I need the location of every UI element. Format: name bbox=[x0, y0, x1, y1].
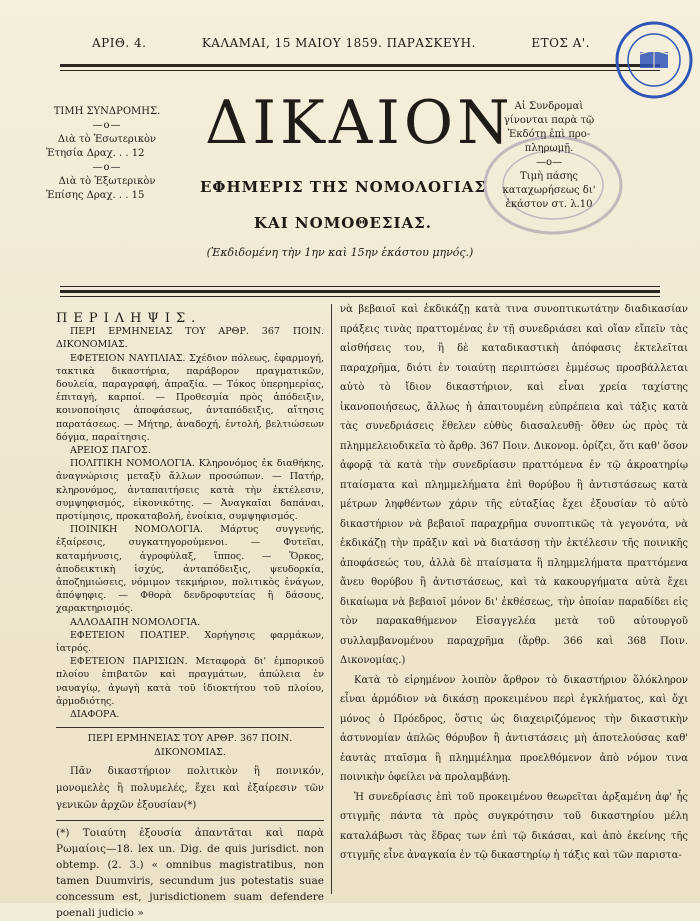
header-bottom-rule-thick bbox=[60, 290, 660, 293]
header-bottom-rule bbox=[60, 286, 660, 287]
summary-item: ΕΦΕΤΕΙΟΝ ΠΑΡΙΣΙΩΝ. Μεταφορὰ δι' ἐμπορικοῦ πλοίου ἐπιβατῶν καὶ πραγμάτων, ἀπώλεια ἐν ναυαγίῳ, ἀγωγὴ κατὰ τοῦ ἰδιοκτήτου τοῦ πλοίου, ἁρμοδιότης. bbox=[56, 656, 324, 707]
summary-column bbox=[56, 312, 324, 921]
ad-line: Αἱ Συνδρομαὶ bbox=[514, 101, 584, 112]
article-paragraph: νὰ βεβαιοῖ καὶ ἐκδικάζῃ κατὰ τινα συνοπτικωτάτην διαδικασίαν πράξεις τινὰς πραττομένας ἐν τῇ συνεδριάσει καὶ οἵαν εἴπεῖν τὰς αἰσθήσεις του, ἢ δὲ καταδικαστικὴ ἀπόφασις ἐκτελεῖται παραχρῆμα, διότι ἐν τοιαύτῃ περιπτώσει ἐμμέσως προσβάλλεται αὐτὸ τὸ ἴδιον δικαστήριον, καὶ εἶναι χρεία ταχίστης ἱκανοποιήσεως, ἄλλως ἡ ἀπαιτουμένη εὐπρέπεια καὶ τάξις κατὰ τὰς συνεδριάσεις ἔθελεν εὐθὺς διασαλευθῇ· ὅθεν ὡς πρὸς τὰ πλημμελειοδικεῖα τὸ ἄρθρ. 367 Ποιν. Δικονομ. ὁρίζει, ὅτι καθ' ὅσον ἀφορᾷ τὰ κατὰ τὴν συνεδρίασιν πραττόμενα ἐν τῷ ἀκροατηρίῳ πταίσματα καὶ πλημμελήματα ἐπὶ θορύβου ἢ ἀντιστάσεως κατὰ μέτρων ληφθέντων χάριν τῆς εὐταξίας ἔχει ἐξουσίαν τὸ αὐτὸ δικαστήριον νὰ βεβαιοῖ παραχρῆμα συνοπτικῶς τὰ γεγονότα, νὰ ἐκδικάζῃ τὴν πρᾶξιν καὶ νὰ διατάσσῃ τὴν ἐκτέλεσιν τῆς ποινικῆς ἀποφάσεώς του, ἀλλὰ δὲ πταίσματα ἢ πλημμελήματα πραττόμενα ἄνευ θορύβου ἢ ἀντιστάσεως, καὶ τὰ κακουργήματα αὐτὰ ἔχει δικαίωμα νὰ βεβαιοῖ μόνον δι' ἐκθέσεως, τὴν ὁποίαν παραδίδει εἰς τὸν παρακαθήμενον Εἰσαγγελέα μετὰ τοῦ αὐτουργοῦ συλλαμβανομένου παραχρῆμα (ἄρθρ. 366 καὶ 368 Ποιν. Δικονομίας.) bbox=[340, 304, 688, 666]
top-rule-thin bbox=[60, 70, 660, 71]
foreign-price: Ἐπίσης Δραχ. . . 15 bbox=[46, 190, 145, 201]
masthead-subtitle-2: ΚΑΙ ΝΟΜΟΘΕΣΙΑΣ. bbox=[254, 214, 432, 232]
summary-item: ΕΦΕΤΕΙΟΝ ΠΟΑΤΙΕΡ. Χορήγησις φαρμάκων, ἰατρός. bbox=[56, 629, 324, 655]
summary-heading: ΠΕΡΙΛΗΨΙΣ. bbox=[56, 311, 202, 326]
advertising-box bbox=[493, 100, 605, 212]
year-label: ΕΤΟΣ Α'. bbox=[531, 36, 590, 50]
article-paragraph: Ἡ συνεδρίασις ἐπὶ τοῦ προκειμένου θεωρεῖται ἀρξαμένη ἀφ' ἧς στιγμῆς πάντα τὰ πρὸς συγκρότησιν τοῦ δικαστηρίου μέλη καταλάβωσι τὰς ἕδρας των ἐπὶ τῷ δικάσαι, καὶ ἀπὸ ἐκείνης τῆς στιγμῆς εἶνε ἀναγκαία ἐν τῷ δικαστηρίῳ ἡ τάξις καὶ τῶν παριστα- bbox=[340, 791, 688, 861]
ad-line: γίνονται παρὰ τῷ bbox=[503, 115, 595, 126]
article-paragraph: Κατὰ τὸ εἰρημένον λοιπὸν ἄρθρον τὸ δικαστήριον ὅλόκληρον εἶναι ἁρμόδιον νὰ δικάσῃ προκειμένου περὶ ἐγκλήματος, καὶ ὄχι μόνος ὁ Πρόεδρος, ὅστις ὡς διαχειριζόμενος τὴν δικαστικὴν ἀστυνομίαν ἁπλῶς θόρυβον ἢ ἀντιστάσεις μὴ ἀποτελούσας καθ' ἑαυτὰς πταῖσμα ἢ πλημμέλημα προελθόμενον ἀπὸ νόμον τινα ποινικὴν ὀφείλει νὰ προλαμβάνῃ. bbox=[340, 674, 688, 783]
domestic-label: Διὰ τὸ Ἐσωτερικὸν bbox=[57, 134, 157, 145]
separator: —ο— bbox=[535, 157, 563, 168]
ad-line: Ἐκδότῃ ἐπὶ προ- bbox=[507, 129, 591, 140]
header-bottom-rule-thin bbox=[60, 296, 660, 297]
summary-item: ΕΦΕΤΕΙΟΝ ΝΑΥΠΛΙΑΣ. Σχέδιον πόλεως, ἐφαρμογή, τακτικὰ δικαστήρια, παράβορον πραγματικῶν, δουλεία, παραγραφή, ἀπραξία. — Τόκος ὑπερημερίας, ἐπιταγή, καρποί. — Προθεσμία πρὸς ἀπόδειξιν, κοινοποίησις ἀποφάσεως, ἀνταπόδειξις, αἴτησις παρατάσεως. — Μήτηρ, ἀναδοχή, ἐντολή, βελτιώσεων δόγμα, παραίτησις. bbox=[56, 352, 324, 443]
summary-item: ΠΟΙΝΙΚΗ ΝΟΜΟΛΟΓΙΑ. Μάρτυς συγγενής, ἐξαίρεσις, συγκατηγορούμενοι. — Φυτεῖαι, καταμήνυσις, ἀγροφύλαξ, ἵππος. — Ὅρκος, ἀποδεικτικὴ ἰσχύς, ἀνταπόδειξις, ψευδορκία, ἀποζημιώσεις, νόμιμον τεκμήριον, πολιτικὸς ἐνάγων, ἀπόψηφις. — Φθορὰ δενδροφυτείας ἢ δάσους, χαρακτηρισμός. bbox=[56, 524, 324, 615]
separator: —ο— bbox=[92, 120, 122, 131]
ad-line: καταχωρήσεως δι' bbox=[502, 185, 596, 196]
summary-item: ΠΟΛΙΤΙΚΗ ΝΟΜΟΛΟΓΙΑ. Κληρονόμος ἐκ διαθήκης, ἀναγνώρισις μεταξὺ ἄλλων προσώπων. — Πατήρ, κληρονόμος, ἀνταπαιτήσεις κατὰ τὴν ἐκτέλεσιν, συμψηφισμός, εἰκονικότης. — Ἀναγκαῖαι δαπάναι, προτίμησις, προκαταβολή, ἐνοίκια, συμψηφισμός. bbox=[56, 458, 324, 523]
divider bbox=[56, 727, 324, 728]
article-heading: ΠΕΡΙ ΕΡΜΗΝΕΙΑΣ ΤΟΥ ΑΡΘΡ. 367 ΠΟΙΝ. ΔΙΚΟΝΟΜΙΑΣ. bbox=[87, 733, 293, 758]
summary-item: ΑΛΛΟΔΑΠΗ ΝΟΜΟΛΟΓΙΑ. bbox=[70, 616, 201, 628]
subscription-title: ΤΙΜΗ ΣΥΝΔΡΟΜΗΣ. bbox=[53, 106, 161, 117]
footnote-rule bbox=[56, 820, 324, 821]
library-stamp-icon bbox=[614, 20, 694, 100]
summary-item: ΠΕΡΙ ΕΡΜΗΝΕΙΑΣ ΤΟΥ ΑΡΘΡ. 367 ΠΟΙΝ. ΔΙΚΟΝΟΜΙΑΣ. bbox=[56, 326, 324, 351]
footnote: (*) Τοιαύτη ἐξουσία ἀπαντᾶται καὶ παρὰ Ρωμαίοις—18. lex un. Dig. de quis jurisdict. non obtemp. (2. 3.) « omnibus magistratibus, non tamen Duumviris, secundum jus potestatis suae concessum est, jurisdictionem suam defendere poenali judicio » bbox=[56, 826, 324, 919]
subscription-box bbox=[46, 105, 168, 203]
column-divider bbox=[331, 304, 332, 894]
masthead-subtitle-1: ΕΦΗΜΕΡΙΣ ΤΗΣ ΝΟΜΟΛΟΓΙΑΣ bbox=[199, 178, 487, 196]
top-rule bbox=[60, 64, 660, 67]
foreign-label: Διὰ τὸ Ἐξωτερικὸν bbox=[58, 176, 156, 187]
publication-frequency: (Ἐκδιδομένη τὴν 1ην καὶ 15ην ἑκάστου μηνός.) bbox=[206, 246, 474, 259]
article-column bbox=[340, 300, 688, 866]
ad-line: Τιμὴ πάσης bbox=[519, 171, 578, 182]
ad-line: πληρωμῇ. bbox=[524, 143, 574, 154]
summary-item: ΔΙΑΦΟΡΑ. bbox=[70, 709, 120, 721]
separator: —ο— bbox=[92, 162, 122, 173]
dateline-bar bbox=[92, 36, 590, 50]
dateline: ΚΑΛΑΜΑΙ, 15 ΜΑΙΟΥ 1859. ΠΑΡΑΣΚΕΥΗ. bbox=[201, 36, 476, 50]
article-text: Πᾶν δικαστήριον πολιτικὸν ἢ ποινικόν, μονομελὲς ἢ πολυμελές, ἔχει καὶ ἐξαίρεσιν τῶν γενικῶν ἀρχῶν ἐξουσίαν(*) bbox=[56, 765, 324, 811]
summary-item: ΑΡΕΙΟΣ ΠΑΓΟΣ. bbox=[70, 445, 151, 457]
ad-line: ἑκάστον στ. λ.10 bbox=[505, 199, 593, 210]
domestic-price: Ἐτησία Δραχ. . . 12 bbox=[46, 148, 145, 159]
issue-number: ΑΡΙΘ. 4. bbox=[92, 36, 147, 50]
masthead-title: ΔΙΚΑΙΟΝ bbox=[205, 88, 514, 158]
